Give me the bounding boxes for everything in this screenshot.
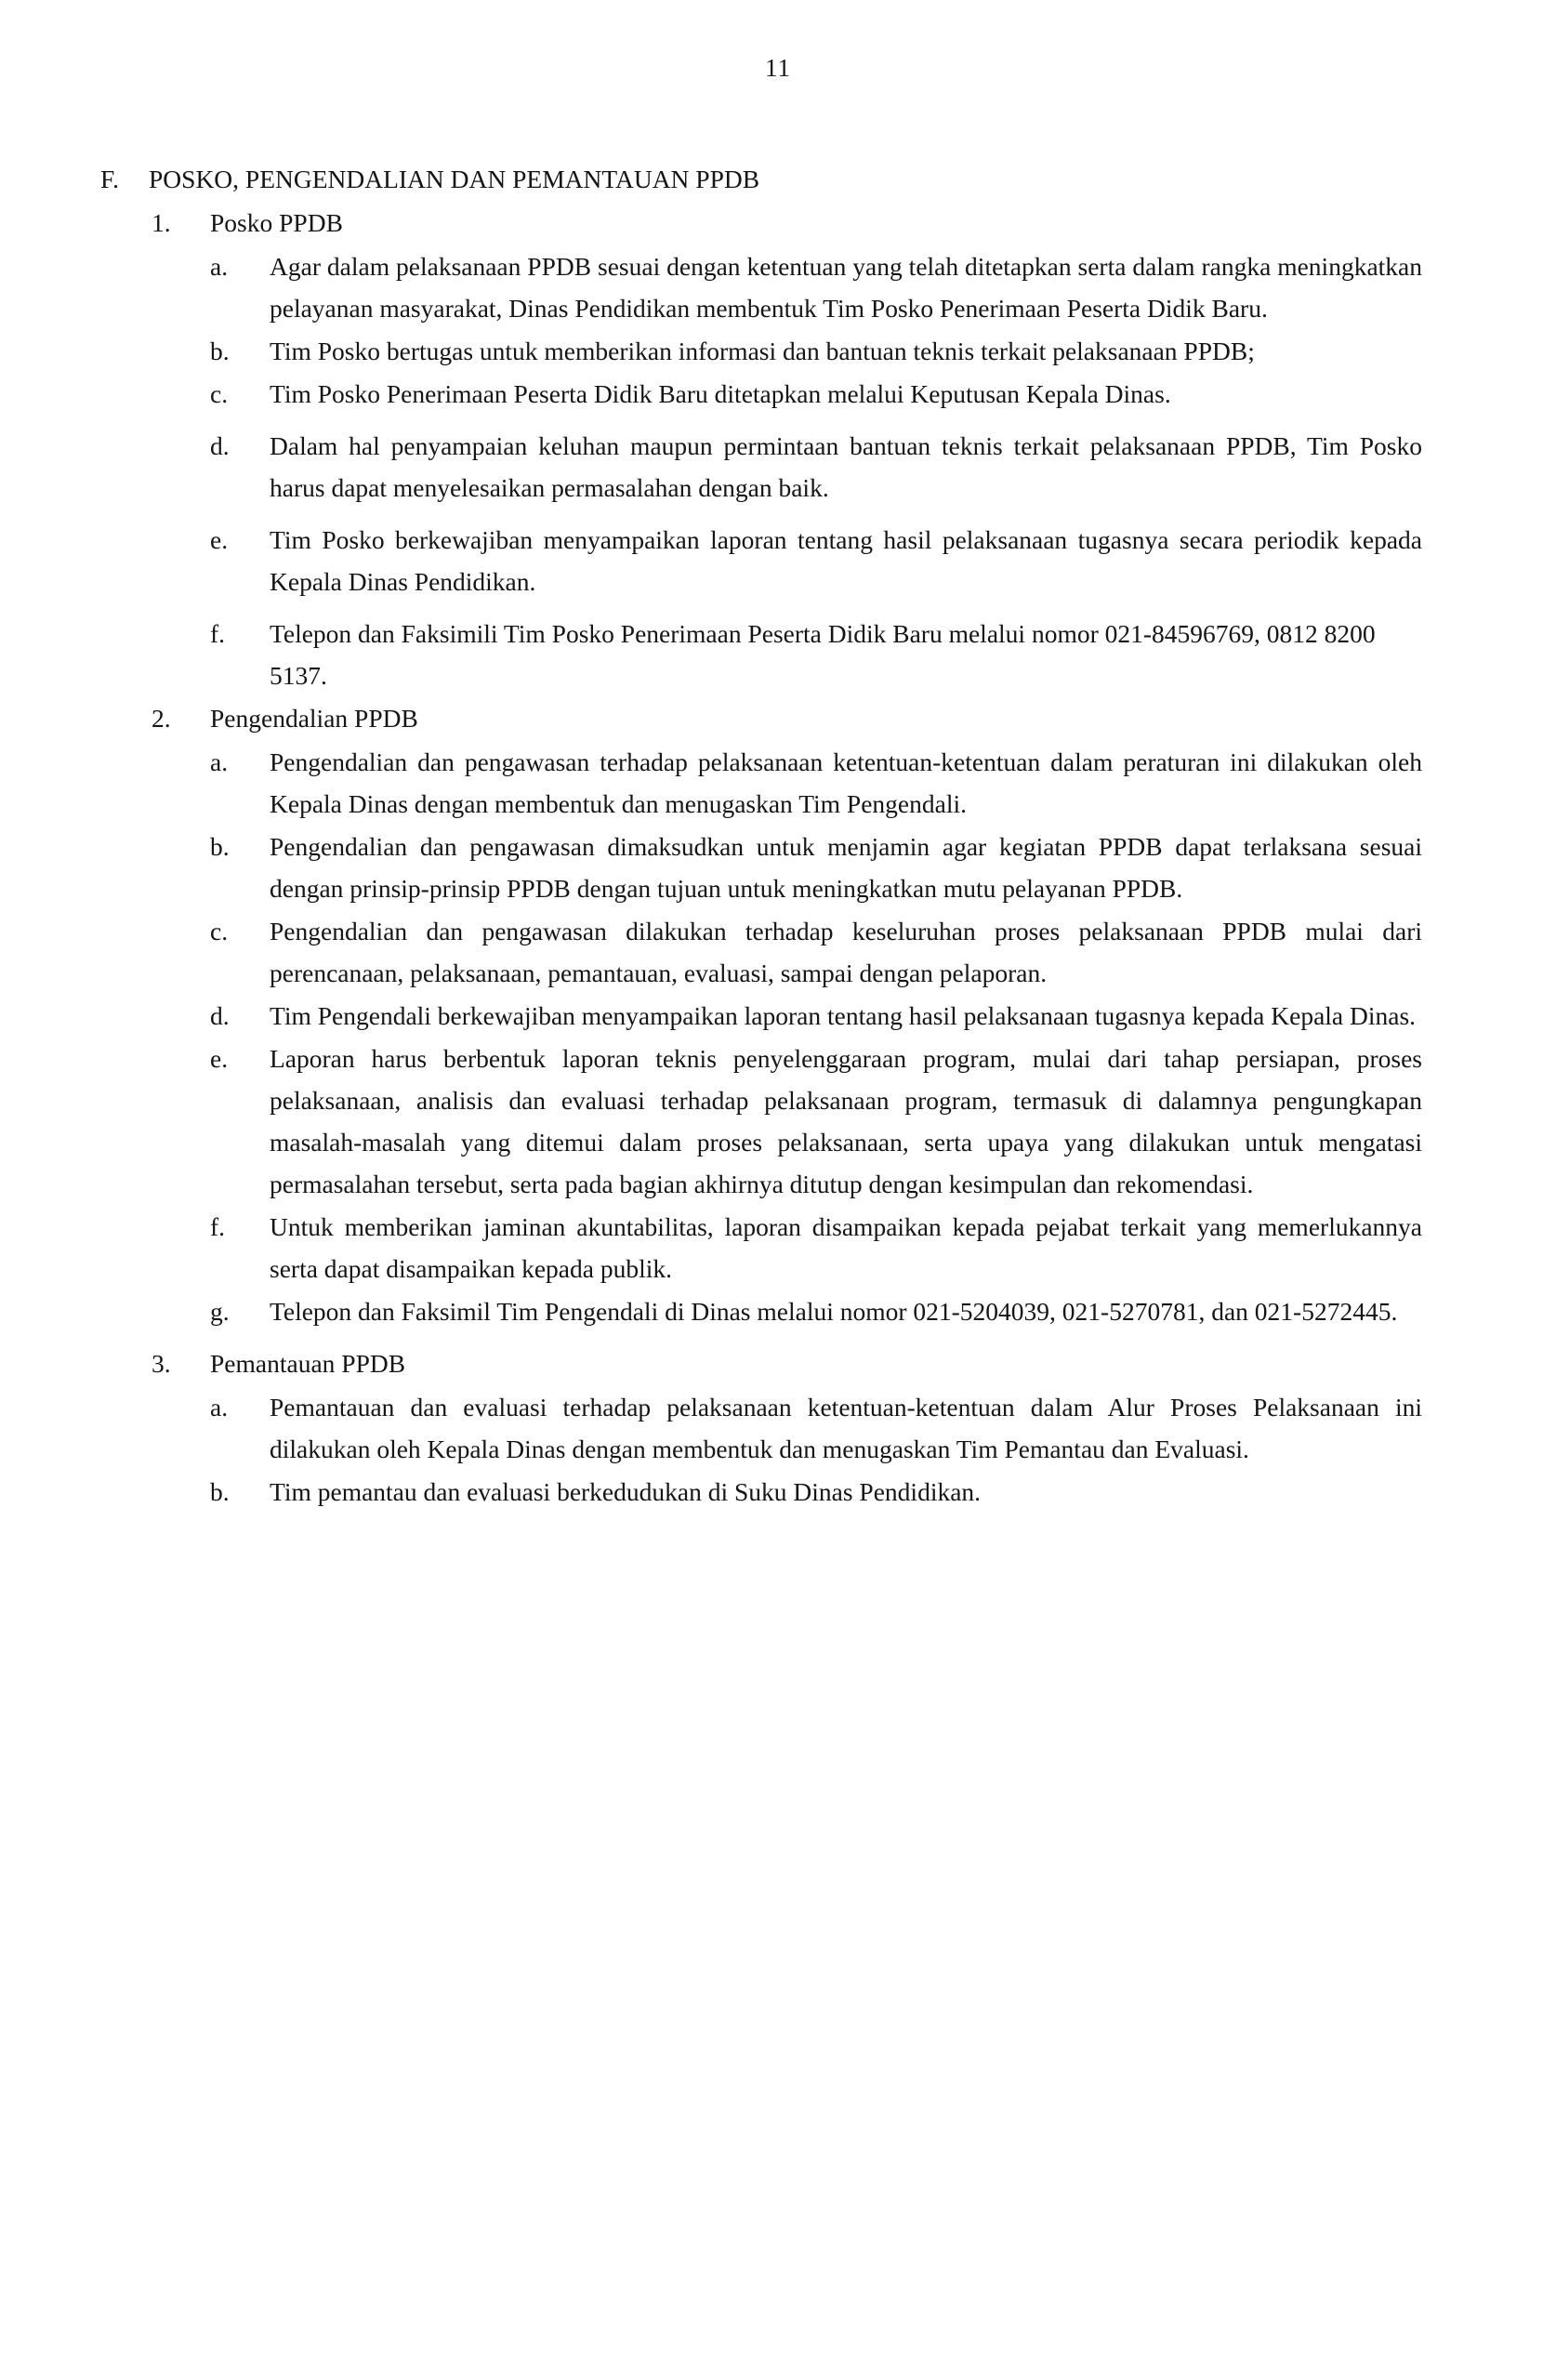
subsection-number: 1.	[152, 208, 171, 237]
subsection-heading-1	[152, 202, 1556, 244]
list-item	[210, 519, 1422, 602]
page-number: 11	[765, 54, 791, 82]
list-item-marker: a.	[210, 252, 229, 281]
list-item-marker: f.	[210, 1212, 226, 1241]
list-item	[210, 741, 1422, 825]
list-item	[210, 425, 1422, 509]
subsection-title: Pengendalian PPDB	[210, 704, 418, 733]
list-item-text: Tim Posko bertugas untuk memberikan informasi dan bantuan teknis terkait pelaksanaan PPDB;	[270, 337, 1255, 365]
list-item-marker: f.	[210, 619, 226, 648]
subsection-title: Posko PPDB	[210, 208, 343, 237]
list-item-text: Telepon dan Faksimili Tim Posko Penerimaan Peserta Didik Baru melalui nomor 021-84596769, 0812 8200 5137.	[270, 619, 1376, 690]
list-item	[210, 1206, 1422, 1289]
list-item	[210, 1290, 1422, 1332]
subsection-number: 2.	[152, 704, 171, 733]
list-item	[210, 1038, 1422, 1205]
list-item	[210, 826, 1422, 909]
list-item-text: Tim pemantau dan evaluasi berkedudukan di Suku Dinas Pendidikan.	[270, 1477, 982, 1506]
list-item-marker: b.	[210, 1477, 230, 1506]
section-title: POSKO, PENGENDALIAN DAN PEMANTAUAN PPDB	[149, 165, 760, 193]
list-item	[210, 330, 1422, 372]
list-item-text: Untuk memberikan jaminan akuntabilitas, laporan disampaikan kepada pejabat terkait yang memerlukannya serta dapat disampaikan kepada publik.	[270, 1212, 1422, 1283]
list-item-text: Pemantauan dan evaluasi terhadap pelaksanaan ketentuan-ketentuan dalam Alur Proses Pelaksanaan ini dilakukan oleh Kepala Dinas dengan membentuk dan menugaskan Tim Pemantau dan Evaluasi.	[270, 1393, 1422, 1463]
list-item-text: Dalam hal penyampaian keluhan maupun permintaan bantuan teknis terkait pelaksanaan PPDB, Tim Posko harus dapat menyelesaikan permasalahan dengan baik.	[270, 431, 1422, 502]
list-item-marker: e.	[210, 525, 229, 554]
list-item-marker: e.	[210, 1044, 229, 1073]
subsection-number: 3.	[152, 1349, 171, 1378]
list-item-marker: d.	[210, 431, 230, 460]
spacer	[0, 1333, 1556, 1342]
spacer	[0, 603, 1556, 613]
list-item-marker: b.	[210, 832, 230, 861]
list-item-text: Pengendalian dan pengawasan dimaksudkan untuk menjamin agar kegiatan PPDB dapat terlaksana sesuai dengan prinsip-prinsip PPDB dengan tujuan untuk meningkatkan mutu pelayanan PPDB.	[270, 832, 1422, 903]
list-item-text: Tim Posko Penerimaan Peserta Didik Baru ditetapkan melalui Keputusan Kepala Dinas.	[270, 379, 1171, 408]
list-item	[210, 1471, 1422, 1513]
list-item-text: Tim Posko berkewajiban menyampaikan laporan tentang hasil pelaksanaan tugasnya secara periodik kepada Kepala Dinas Pendidikan.	[270, 525, 1422, 596]
list-item-marker: b.	[210, 337, 230, 365]
list-item	[210, 373, 1422, 415]
section-heading	[100, 158, 1556, 200]
list-item-text: Pengendalian dan pengawasan terhadap pelaksanaan ketentuan-ketentuan dalam peraturan ini dilakukan oleh Kepala Dinas dengan membentuk dan menugaskan Tim Pengendali.	[270, 747, 1422, 818]
list-item-text: Tim Pengendali berkewajiban menyampaikan laporan tentang hasil pelaksanaan tugasnya kepada Kepala Dinas.	[270, 1001, 1417, 1030]
page-content	[0, 158, 1556, 1514]
list-item-marker: d.	[210, 1001, 230, 1030]
list-item-text: Pengendalian dan pengawasan dilakukan terhadap keseluruhan proses pelaksanaan PPDB mulai dari perencanaan, pelaksanaan, pemantauan, evaluasi, sampai dengan pelaporan.	[270, 917, 1422, 987]
subsection-title: Pemantauan PPDB	[210, 1349, 406, 1378]
list-item-marker: g.	[210, 1297, 230, 1326]
list-item-marker: a.	[210, 1393, 229, 1421]
list-item	[210, 613, 1422, 696]
section-letter: F.	[100, 165, 119, 193]
list-item-text: Telepon dan Faksimil Tim Pengendali di Dinas melalui nomor 021-5204039, 021-5270781, dan 021-5272445.	[270, 1297, 1398, 1326]
list-item-marker: c.	[210, 379, 229, 408]
spacer	[0, 416, 1556, 425]
subsection-heading-2	[152, 697, 1556, 739]
list-item	[210, 995, 1422, 1037]
subsection-heading-3	[152, 1342, 1556, 1384]
list-item	[210, 245, 1422, 329]
list-item-text: Laporan harus berbentuk laporan teknis penyelenggaraan program, mulai dari tahap persiapan, proses pelaksanaan, analisis dan evaluasi terhadap pelaksanaan program, termasuk di dalamnya pengungkapan masalah-masalah yang ditemui dalam proses pelaksanaan, serta upaya yang dilakukan untuk mengatasi permasalahan tersebut, serta pada bagian akhirnya ditutup dengan kesimpulan dan rekomendasi.	[270, 1044, 1422, 1198]
spacer	[0, 509, 1556, 519]
list-item-text: Agar dalam pelaksanaan PPDB sesuai dengan ketentuan yang telah ditetapkan serta dalam rangka meningkatkan pelayanan masyarakat, Dinas Pendidikan membentuk Tim Posko Penerimaan Peserta Didik Baru.	[270, 252, 1422, 323]
list-item	[210, 1386, 1422, 1470]
list-item	[210, 910, 1422, 994]
list-item-marker: a.	[210, 747, 229, 776]
list-item-marker: c.	[210, 917, 229, 945]
